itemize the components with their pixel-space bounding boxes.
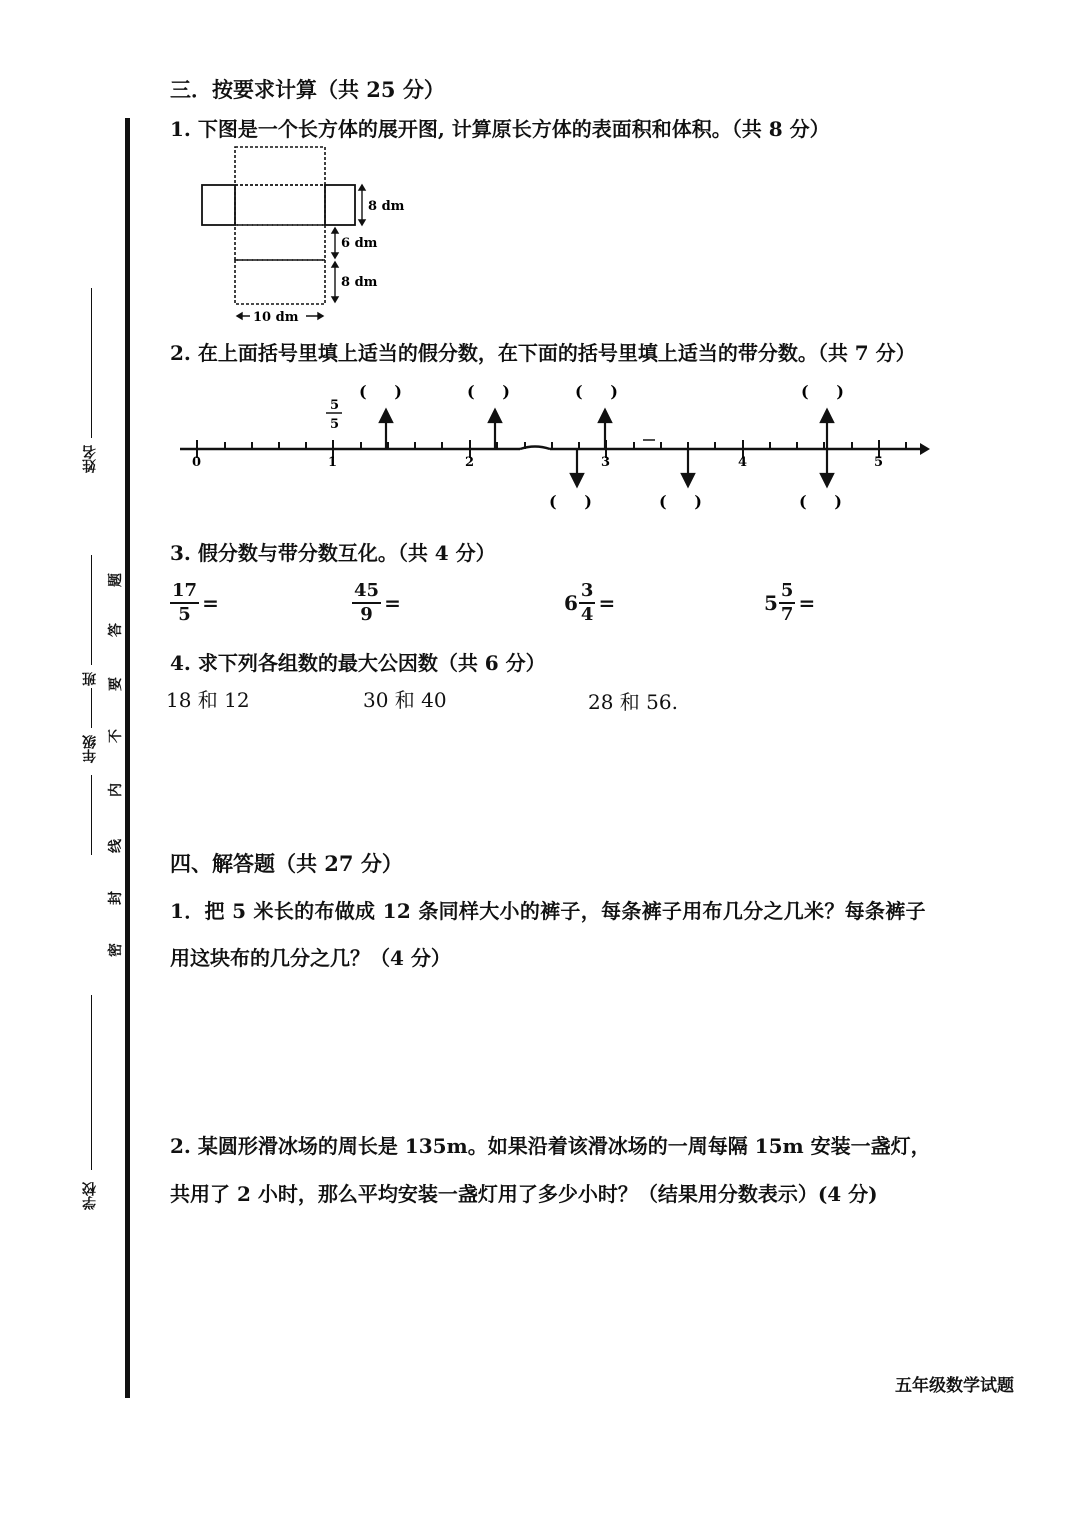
class-underline [91,555,92,665]
fraction: $\frac{3}{4}$ [580,580,594,625]
seal-char: 要 [108,677,124,691]
q3-2-text: 2. 在上面括号里填上适当的假分数，在下面的括号里填上适当的带分数。（共 7 分） [170,341,916,365]
seal-char: 封 [108,891,124,905]
q4-1-line2: 用这块布的几分之几？（4 分） [170,946,451,970]
tick-label: 1 [328,455,338,470]
dim-label-6dm: 6 dm [341,236,378,251]
q3-3-text: 3. 假分数与带分数互化。（共 4 分） [170,541,496,565]
blank-parentheses-upper[interactable]: ( ) [467,382,510,401]
seal-char: 不 [108,729,124,743]
q3-4-text: 4. 求下列各组数的最大公因数（共 6 分） [170,651,546,675]
gcd-item: 18 和 12 [166,688,250,712]
q4-1-line1: 1．把 5 米长的布做成 12 条同样大小的裤子，每条裤子用布几分之几米？每条裤子 [170,899,926,923]
seal-char: 内 [108,783,124,797]
section4-title: 四、解答题（共 27 分） [170,851,403,876]
q4-2-line1: 2. 某圆形滑冰场的周长是 135m。如果沿着该滑冰场的一周每隔 15m 安装一盏灯， [170,1134,931,1158]
blank-parentheses-upper[interactable]: ( ) [575,382,618,401]
dim-label-8dm-bottom: 8 dm [341,275,378,290]
grade-underline-lower [91,775,92,855]
grade-label: 年级 [82,735,98,763]
fraction: $\frac{17}{5}$ [172,580,198,625]
binding-thick-line [125,118,130,1398]
seal-char: 题 [108,573,124,587]
q4-2-line2: 共用了 2 小时，那么平均安装一盏灯用了多少小时？（结果用分数表示）(4 分) [170,1182,878,1206]
blank-parentheses-lower[interactable]: ( ) [549,492,592,511]
footer-label: 五年级数学试题 [895,1376,1014,1396]
conversion-item: $\frac{45}{9}$ = [354,580,401,625]
seal-char: 答 [108,623,124,637]
fraction: $\frac{45}{9}$ [354,580,380,625]
dim-label-8dm-top: 8 dm [368,199,405,214]
gcd-item: 30 和 40 [363,688,447,712]
school-label: 学校 [82,1182,98,1210]
number-line [175,380,935,515]
example-numerator: 5 [330,398,340,413]
dim-label-10dm: 10 dm [253,310,299,325]
example-denominator: 5 [330,417,340,432]
tick-label: 5 [874,455,884,470]
name-underline [91,288,92,438]
conversion-item: $\frac{17}{5}$ = [172,580,219,625]
tick-label: 2 [465,455,475,470]
school-underline [91,995,92,1170]
tick-label: 4 [738,455,748,470]
blank-parentheses-upper[interactable]: ( ) [801,382,844,401]
section3-title: 三．按要求计算（共 25 分） [170,77,445,102]
seal-char: 线 [108,839,124,853]
name-label: 姓名 [82,445,98,473]
seal-char: 密 [108,943,124,957]
conversion-item: 5 $\frac{5}{7}$ = [764,580,816,625]
blank-parentheses-lower[interactable]: ( ) [799,492,842,511]
tick-label: 0 [192,455,202,470]
blank-parentheses-upper[interactable]: ( ) [359,382,402,401]
conversion-item: 6 $\frac{3}{4}$ = [564,580,616,625]
q3-1-text: 1. 下图是一个长方体的展开图, 计算原长方体的表面积和体积。（共 8 分） [170,117,830,141]
grade-underline [91,688,92,728]
fraction: $\frac{5}{7}$ [780,580,794,625]
gcd-item: 28 和 56. [588,690,678,714]
class-label: 班 [82,672,98,686]
tick-label: 3 [601,455,611,470]
blank-parentheses-lower[interactable]: ( ) [659,492,702,511]
cuboid-net-diagram [195,140,425,330]
